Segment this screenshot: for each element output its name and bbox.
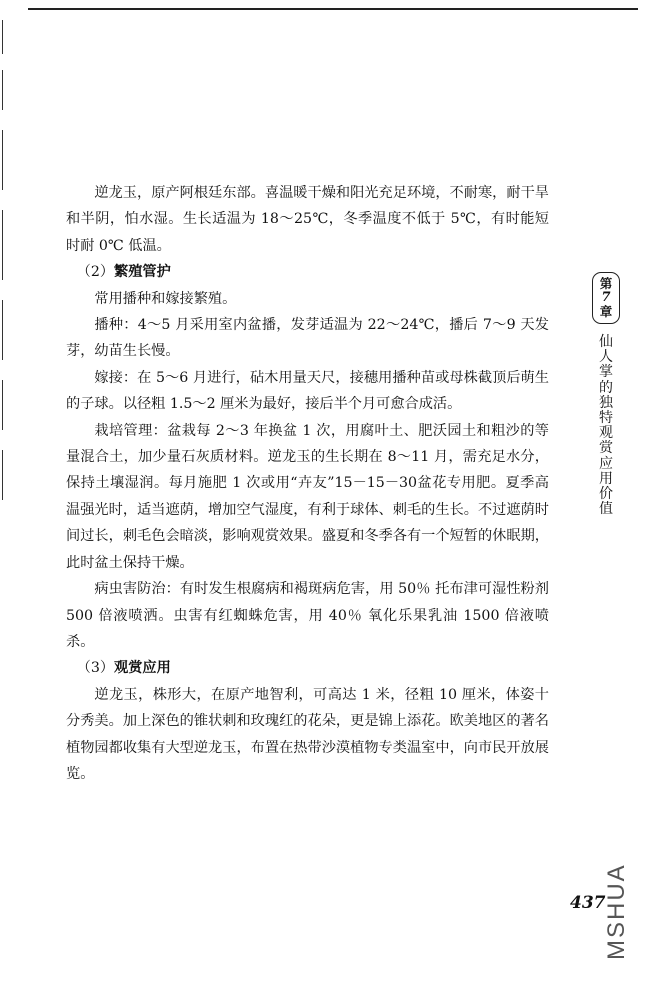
paragraph-methods: 常用播种和嫁接繁殖。: [94, 290, 237, 307]
chapter-tab-top: 第: [599, 276, 613, 291]
paragraph-cultivation: 栽培管理：盆栽每 2～3 年换盆 1 次，用腐叶土、肥沃园土和粗沙的等量混合土，加少量石灰质材料。逆龙玉的生长期在 8～11 月，需充足水分，保持土壤湿润。每月施肥 1 次或用“卉友”15－15－30盆花专用肥。夏季高温强光时，适当遮荫，增加空气湿度，有利于球体、刺毛的生长。不过遮荫时间过长，刺毛色会暗淡，影响观赏效果。盛夏和冬季各有一个短暂的休眠期，此时盆土保持干燥。: [66, 422, 549, 571]
page-number: 437: [570, 893, 606, 913]
section-title: 观赏应用: [114, 660, 171, 677]
chapter-tab: [592, 272, 620, 324]
paragraph-intro: 逆龙玉，原产阿根廷东部。喜温暖干燥和阳光充足环境，不耐寒，耐干旱和半阴，怕水湿。生长适温为 18～25℃，冬季温度不低于 5℃，有时能短时耐 0℃ 低温。: [66, 185, 549, 254]
paragraph-grafting: 嫁接：在 5～6 月进行，砧木用量天尺，接穗用播种苗或母株截顶后萌生的子球。以径粗 1.5～2 厘米为最好，接后半个月可愈合成活。: [66, 369, 549, 413]
section-title: 繁殖管护: [114, 264, 171, 281]
body-text: [66, 180, 549, 787]
section-heading-ornamental: [66, 655, 549, 681]
paragraph-pest-control: 病虫害防治：有时发生根腐病和褐斑病危害，用 50％ 托布津可湿性粉剂 500 倍液喷洒。虫害有红蜘蛛危害，用 40％ 氧化乐果乳油 1500 倍液喷杀。: [66, 581, 549, 650]
top-rule: [28, 8, 638, 10]
left-margin-marks: [0, 20, 4, 500]
watermark: MSHUA: [603, 863, 630, 960]
section-number: （3）: [76, 660, 115, 677]
section-heading-propagation: [66, 259, 549, 285]
chapter-tab-bottom: 章: [599, 304, 613, 319]
paragraph-ornamental: 逆龙玉，株形大，在原产地智利，可高达 1 米，径粗 10 厘米，体姿十分秀美。加上深色的锥状刺和玫瑰红的花朵，更是锦上添花。欧美地区的著名植物园都收集有大型逆龙玉，布置在热带沙漠植物专类温室中，向市民开放展览。: [66, 686, 549, 782]
section-number: （2）: [76, 264, 115, 281]
paragraph-sowing: 播种：4～5 月采用室内盆播，发芽适温为 22～24℃，播后 7～9 天发芽，幼苗生长慢。: [66, 317, 549, 360]
chapter-number: 7: [601, 290, 611, 305]
chapter-title: 仙人掌的独特观赏应用价值: [599, 334, 613, 518]
